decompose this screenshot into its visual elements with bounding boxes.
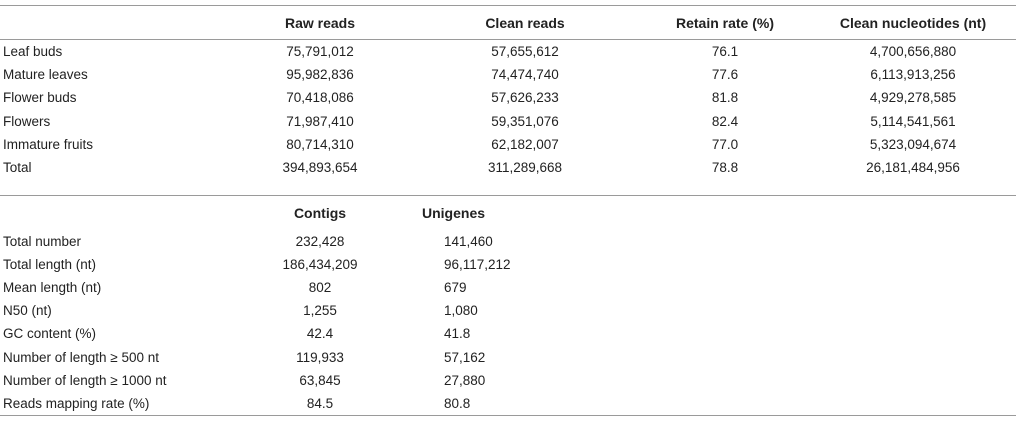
table-row <box>0 63 1016 86</box>
header-cell-empty <box>0 6 230 40</box>
row-label: Flower buds <box>3 90 77 106</box>
row-label: N50 (nt) <box>3 303 52 319</box>
table-cell: 77.0 <box>711 136 739 152</box>
spacer-cell <box>640 230 1016 253</box>
table-cell: 141,460 <box>444 233 493 249</box>
table-row <box>0 133 1016 156</box>
table-cell: 26,181,484,956 <box>866 160 960 176</box>
header-unigenes: Unigenes <box>422 204 486 221</box>
table-cell: 82.4 <box>711 113 739 129</box>
header-cell-empty <box>0 196 230 230</box>
header-contigs: Contigs <box>293 204 347 221</box>
header-clean-reads: Clean reads <box>410 6 640 40</box>
table-cell: 186,434,209 <box>282 256 358 272</box>
row-label: Flowers <box>3 113 51 129</box>
table-cell: 84.5 <box>306 395 334 411</box>
table-row <box>0 345 1016 368</box>
row-label: Mean length (nt) <box>3 279 102 295</box>
spacer-cell <box>640 369 1016 392</box>
table-cell: 75,791,012 <box>286 44 354 60</box>
table-cell: 802 <box>308 279 332 295</box>
table-cell: 63,845 <box>299 372 341 388</box>
table-cell: 4,929,278,585 <box>869 90 957 106</box>
table-header-row <box>0 6 1016 40</box>
table-cell: 74,474,740 <box>491 67 559 83</box>
row-label: GC content (%) <box>3 326 97 342</box>
header-spacer <box>640 196 1016 230</box>
row-label: Number of length ≥ 1000 nt <box>3 372 167 388</box>
row-label: Total number <box>3 233 82 249</box>
table-cell: 1,080 <box>444 303 478 319</box>
header-clean-nucleotides: Clean nucleotides (nt) <box>810 6 1016 40</box>
table-header-row <box>0 196 1016 230</box>
table-row <box>0 156 1016 179</box>
table-cell: 4,700,656,880 <box>869 44 957 60</box>
table-cell: 77.6 <box>711 67 739 83</box>
spacer-cell <box>640 345 1016 368</box>
table-row <box>0 392 1016 416</box>
assembly-statistics-table <box>0 195 1016 416</box>
row-label: Reads mapping rate (%) <box>3 395 150 411</box>
spacer-cell <box>640 299 1016 322</box>
table-cell: 311,289,668 <box>487 160 563 176</box>
table-cell: 57,162 <box>444 349 486 365</box>
table-row <box>0 40 1016 64</box>
spacer-cell <box>640 276 1016 299</box>
header-raw-reads: Raw reads <box>230 6 410 40</box>
row-label: Leaf buds <box>3 44 63 60</box>
table-cell: 96,117,212 <box>444 256 511 272</box>
spacer-cell <box>640 322 1016 345</box>
row-label: Immature fruits <box>3 136 94 152</box>
row-label: Number of length ≥ 500 nt <box>3 349 160 365</box>
table-cell: 95,982,836 <box>286 67 354 83</box>
table-cell: 27,880 <box>444 372 486 388</box>
table-cell: 71,987,410 <box>286 113 354 129</box>
row-label: Total length (nt) <box>3 256 97 272</box>
table-cell: 41.8 <box>444 326 471 342</box>
table-row <box>0 230 1016 253</box>
table-row <box>0 299 1016 322</box>
table-cell: 1,255 <box>303 303 337 319</box>
table-row <box>0 322 1016 345</box>
table-cell: 5,114,541,561 <box>870 113 956 129</box>
table-cell: 76.1 <box>711 44 739 60</box>
table-row <box>0 253 1016 276</box>
table-cell: 119,933 <box>296 349 344 365</box>
table-cell: 6,113,913,256 <box>870 67 956 83</box>
table-row <box>0 276 1016 299</box>
table-cell: 394,893,654 <box>282 160 358 176</box>
table-cell: 78.8 <box>711 160 739 176</box>
table-cell: 80.8 <box>444 395 471 411</box>
table-cell: 59,351,076 <box>491 113 559 129</box>
table-cell: 80,714,310 <box>286 136 354 152</box>
row-label: Total <box>3 160 32 176</box>
table-cell: 5,323,094,674 <box>869 136 957 152</box>
table-row <box>0 110 1016 133</box>
table-row <box>0 369 1016 392</box>
header-retain-rate: Retain rate (%) <box>640 6 810 40</box>
table-cell: 62,182,007 <box>491 136 559 152</box>
table-cell: 42.4 <box>306 326 334 342</box>
spacer-cell <box>640 392 1016 416</box>
table-cell: 81.8 <box>711 90 739 106</box>
table-cell: 70,418,086 <box>286 90 354 106</box>
table-cell: 232,428 <box>295 233 345 249</box>
table-cell: 57,655,612 <box>491 44 559 60</box>
spacer-cell <box>640 253 1016 276</box>
row-label: Mature leaves <box>3 67 88 83</box>
table-cell: 57,626,233 <box>491 90 559 106</box>
sequencing-summary-table <box>0 5 1016 179</box>
table-cell: 679 <box>444 279 467 295</box>
table-row <box>0 86 1016 109</box>
